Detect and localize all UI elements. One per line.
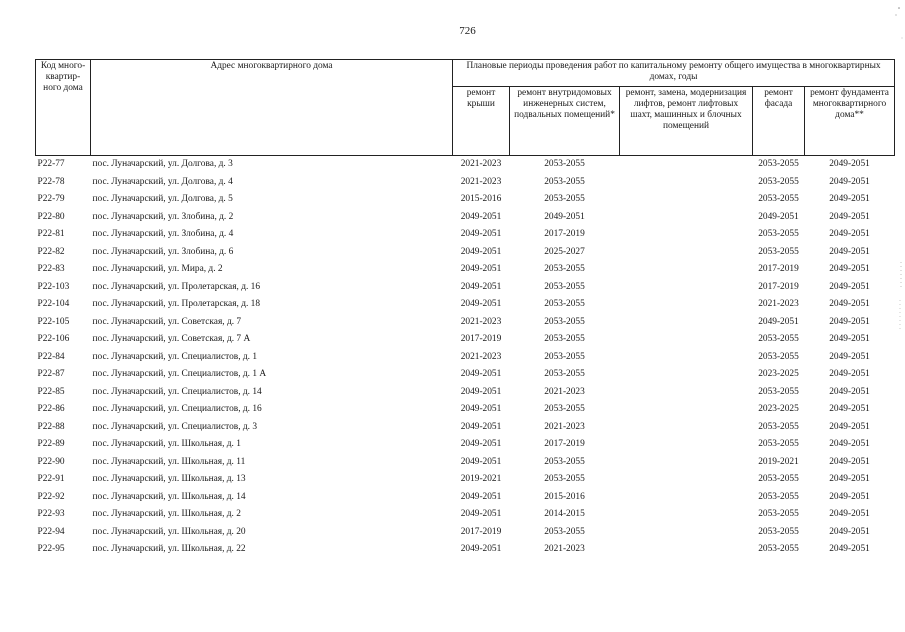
table-row [36, 366, 895, 384]
table-row [36, 279, 895, 297]
cell-address: пос. Луначарский, ул. Злобина, д. 4 [92, 229, 234, 240]
cell-code: Р22-91 [37, 474, 65, 485]
cell-elevators [620, 489, 753, 507]
cell-engineering: 2053-2055 [544, 281, 585, 292]
cell-facade: 2053-2055 [758, 544, 799, 555]
table-row [36, 331, 895, 349]
cell-roof: 2019-2021 [460, 474, 502, 485]
cell-address: пос. Луначарский, ул. Специалистов, д. 14 [92, 386, 262, 397]
cell-facade: 2049-2051 [758, 211, 799, 222]
cell-roof: 2049-2051 [460, 264, 502, 275]
cell-foundation: 2049-2051 [829, 246, 870, 257]
cell-elevators [620, 541, 753, 559]
table-row [36, 384, 895, 402]
cell-address: пос. Луначарский, ул. Специалистов, д. 3 [92, 421, 258, 432]
cell-roof: 2049-2051 [460, 439, 502, 450]
cell-code: Р22-95 [37, 544, 65, 555]
cell-facade: 2053-2055 [758, 159, 799, 170]
cell-elevators [620, 331, 753, 349]
cell-address: пос. Луначарский, ул. Школьная, д. 20 [92, 526, 246, 537]
cell-facade: 2021-2023 [758, 299, 799, 310]
cell-foundation: 2049-2051 [829, 369, 870, 380]
table-row [36, 471, 895, 489]
table-row [36, 156, 895, 174]
table-row [36, 296, 895, 314]
cell-elevators [620, 261, 753, 279]
cell-engineering: 2021-2023 [544, 386, 585, 397]
cell-address: пос. Луначарский, ул. Долгова, д. 5 [92, 194, 233, 205]
cell-address: пос. Луначарский, ул. Школьная, д. 13 [92, 474, 246, 485]
cell-elevators [620, 314, 753, 332]
cell-code: Р22-106 [37, 334, 70, 345]
cell-elevators [620, 419, 753, 437]
cell-roof: 2049-2051 [460, 299, 502, 310]
cell-foundation: 2049-2051 [829, 439, 870, 450]
cell-facade: 2053-2055 [758, 229, 799, 240]
cell-engineering: 2053-2055 [544, 474, 585, 485]
cell-foundation: 2049-2051 [829, 211, 870, 222]
cell-code: Р22-82 [37, 246, 65, 257]
cell-facade: 2053-2055 [758, 474, 799, 485]
cell-elevators [620, 156, 753, 174]
cell-engineering: 2021-2023 [544, 421, 585, 432]
cell-code: Р22-105 [37, 316, 70, 327]
cell-roof: 2021-2023 [460, 316, 502, 327]
cell-facade: 2053-2055 [758, 421, 799, 432]
cell-facade: 2053-2055 [758, 491, 799, 502]
cell-facade: 2053-2055 [758, 246, 799, 257]
cell-address: пос. Луначарский, ул. Школьная, д. 14 [92, 491, 246, 502]
cell-elevators [620, 366, 753, 384]
cell-code: Р22-87 [37, 369, 65, 380]
cell-engineering: 2015-2016 [544, 491, 585, 502]
cell-address: пос. Луначарский, ул. Специалистов, д. 1 А [92, 369, 267, 380]
cell-address: пос. Луначарский, ул. Школьная, д. 22 [92, 544, 246, 555]
header-engineering: ремонт внутридомовых инженерных систем, подвальных помещений* [510, 87, 620, 156]
table-row [36, 541, 895, 559]
cell-facade: 2017-2019 [758, 264, 799, 275]
header-periods: Плановые периоды проведения работ по капитальному ремонту общего имущества в многоквартирных домах, годы [453, 60, 895, 87]
cell-engineering: 2014-2015 [544, 509, 585, 520]
cell-engineering: 2053-2055 [544, 194, 585, 205]
header-elevators: ремонт, замена, модернизация лифтов, ремонт лифтовых шахт, машинных и блочных помещений [620, 87, 753, 156]
cell-elevators [620, 279, 753, 297]
cell-code: Р22-83 [37, 264, 65, 275]
cell-roof: 2049-2051 [460, 509, 502, 520]
cell-facade: 2017-2019 [758, 281, 799, 292]
cell-engineering: 2017-2019 [544, 439, 585, 450]
cell-roof: 2021-2023 [460, 176, 502, 187]
table-row [36, 349, 895, 367]
cell-code: Р22-103 [37, 281, 70, 292]
cell-roof: 2017-2019 [460, 526, 502, 537]
table-header-row [36, 60, 895, 87]
cell-engineering: 2025-2027 [544, 246, 585, 257]
cell-foundation: 2049-2051 [829, 404, 870, 415]
cell-engineering: 2053-2055 [544, 264, 585, 275]
table-row [36, 174, 895, 192]
cell-elevators [620, 506, 753, 524]
cell-elevators [620, 454, 753, 472]
cell-foundation: 2049-2051 [829, 194, 870, 205]
header-facade: ремонт фасада [753, 87, 805, 156]
cell-elevators [620, 384, 753, 402]
cell-elevators [620, 296, 753, 314]
cell-engineering: 2049-2051 [544, 211, 585, 222]
cell-roof: 2049-2051 [460, 229, 502, 240]
cell-address: пос. Луначарский, ул. Советская, д. 7 [92, 316, 242, 327]
cell-address: пос. Луначарский, ул. Долгова, д. 3 [92, 159, 233, 170]
cell-address: пос. Луначарский, ул. Пролетарская, д. 18 [92, 299, 261, 310]
header-roof: ремонт крыши [453, 87, 510, 156]
cell-roof: 2049-2051 [460, 211, 502, 222]
cell-roof: 2021-2023 [460, 159, 502, 170]
cell-foundation: 2049-2051 [829, 334, 870, 345]
cell-address: пос. Луначарский, ул. Школьная, д. 2 [92, 509, 241, 520]
table-row [36, 419, 895, 437]
cell-code: Р22-89 [37, 439, 65, 450]
cell-address: пос. Луначарский, ул. Специалистов, д. 16 [92, 404, 262, 415]
table-row [36, 506, 895, 524]
cell-roof: 2049-2051 [460, 281, 502, 292]
cell-facade: 2053-2055 [758, 526, 799, 537]
cell-code: Р22-90 [37, 456, 65, 467]
cell-roof: 2049-2051 [460, 456, 502, 467]
cell-code: Р22-94 [37, 526, 65, 537]
cell-roof: 2049-2051 [460, 369, 502, 380]
cell-elevators [620, 209, 753, 227]
header-foundation: ремонт фундамента многоквартирного дома** [805, 87, 895, 156]
cell-address: пос. Луначарский, ул. Злобина, д. 6 [92, 246, 234, 257]
cell-foundation: 2049-2051 [829, 509, 870, 520]
repair-schedule-table [35, 59, 895, 559]
cell-elevators [620, 524, 753, 542]
cell-elevators [620, 191, 753, 209]
cell-address: пос. Луначарский, ул. Пролетарская, д. 16 [92, 281, 261, 292]
cell-facade: 2023-2025 [758, 369, 799, 380]
cell-engineering: 2053-2055 [544, 369, 585, 380]
cell-facade: 2023-2025 [758, 404, 799, 415]
cell-foundation: 2049-2051 [829, 176, 870, 187]
table-row [36, 191, 895, 209]
cell-foundation: 2049-2051 [829, 281, 870, 292]
table-row [36, 489, 895, 507]
table-row [36, 209, 895, 227]
cell-engineering: 2053-2055 [544, 526, 585, 537]
cell-foundation: 2049-2051 [829, 526, 870, 537]
page-number: 726 [459, 25, 476, 37]
cell-facade: 2019-2021 [758, 456, 799, 467]
cell-foundation: 2049-2051 [829, 421, 870, 432]
cell-address: пос. Луначарский, ул. Долгова, д. 4 [92, 176, 233, 187]
cell-code: Р22-104 [37, 299, 70, 310]
cell-facade: 2053-2055 [758, 176, 799, 187]
cell-engineering: 2017-2019 [544, 229, 585, 240]
cell-address: пос. Луначарский, ул. Советская, д. 7 А [92, 334, 251, 345]
cell-engineering: 2053-2055 [544, 176, 585, 187]
cell-code: Р22-80 [37, 211, 65, 222]
table-row [36, 524, 895, 542]
cell-engineering: 2053-2055 [544, 316, 585, 327]
cell-facade: 2053-2055 [758, 509, 799, 520]
cell-engineering: 2053-2055 [544, 299, 585, 310]
cell-foundation: 2049-2051 [829, 456, 870, 467]
cell-facade: 2053-2055 [758, 439, 799, 450]
cell-roof: 2017-2019 [460, 334, 502, 345]
cell-code: Р22-77 [37, 159, 65, 170]
cell-code: Р22-85 [37, 386, 65, 397]
table-row [36, 436, 895, 454]
cell-roof: 2049-2051 [460, 421, 502, 432]
table-row [36, 244, 895, 262]
cell-foundation: 2049-2051 [829, 544, 870, 555]
cell-foundation: 2049-2051 [829, 299, 870, 310]
cell-elevators [620, 401, 753, 419]
cell-roof: 2015-2016 [460, 194, 502, 205]
cell-facade: 2053-2055 [758, 334, 799, 345]
cell-foundation: 2049-2051 [829, 159, 870, 170]
table-row [36, 401, 895, 419]
cell-roof: 2049-2051 [460, 246, 502, 257]
cell-roof: 2021-2023 [460, 351, 502, 362]
cell-address: пос. Луначарский, ул. Специалистов, д. 1 [92, 351, 258, 362]
cell-engineering: 2053-2055 [544, 351, 585, 362]
cell-elevators [620, 349, 753, 367]
cell-address: пос. Луначарский, ул. Мира, д. 2 [92, 264, 223, 275]
cell-elevators [620, 174, 753, 192]
scan-specks-decoration [875, 0, 905, 632]
cell-foundation: 2049-2051 [829, 386, 870, 397]
cell-roof: 2049-2051 [460, 544, 502, 555]
cell-foundation: 2049-2051 [829, 229, 870, 240]
cell-code: Р22-84 [37, 351, 65, 362]
cell-facade: 2053-2055 [758, 194, 799, 205]
table-row [36, 314, 895, 332]
cell-code: Р22-93 [37, 509, 65, 520]
cell-roof: 2049-2051 [460, 386, 502, 397]
cell-elevators [620, 244, 753, 262]
header-address: Адрес многоквартирного дома [91, 60, 453, 156]
cell-foundation: 2049-2051 [829, 474, 870, 485]
cell-engineering: 2053-2055 [544, 404, 585, 415]
cell-address: пос. Луначарский, ул. Школьная, д. 1 [92, 439, 241, 450]
cell-roof: 2049-2051 [460, 491, 502, 502]
cell-facade: 2053-2055 [758, 386, 799, 397]
cell-code: Р22-79 [37, 194, 65, 205]
cell-code: Р22-86 [37, 404, 65, 415]
cell-engineering: 2053-2055 [544, 456, 585, 467]
cell-engineering: 2053-2055 [544, 334, 585, 345]
cell-facade: 2053-2055 [758, 351, 799, 362]
table-body [36, 156, 895, 559]
cell-address: пос. Луначарский, ул. Школьная, д. 11 [92, 456, 246, 467]
cell-engineering: 2053-2055 [544, 159, 585, 170]
table-row [36, 261, 895, 279]
cell-code: Р22-78 [37, 176, 65, 187]
table-row [36, 226, 895, 244]
cell-facade: 2049-2051 [758, 316, 799, 327]
cell-foundation: 2049-2051 [829, 491, 870, 502]
cell-foundation: 2049-2051 [829, 316, 870, 327]
cell-roof: 2049-2051 [460, 404, 502, 415]
cell-code: Р22-81 [37, 229, 65, 240]
cell-foundation: 2049-2051 [829, 264, 870, 275]
table-row [36, 454, 895, 472]
cell-foundation: 2049-2051 [829, 351, 870, 362]
header-code: Код много-квартир-ного дома [36, 60, 91, 156]
cell-elevators [620, 471, 753, 489]
cell-engineering: 2021-2023 [544, 544, 585, 555]
cell-code: Р22-92 [37, 491, 65, 502]
cell-elevators [620, 226, 753, 244]
cell-elevators [620, 436, 753, 454]
cell-code: Р22-88 [37, 421, 65, 432]
cell-address: пос. Луначарский, ул. Злобина, д. 2 [92, 211, 234, 222]
